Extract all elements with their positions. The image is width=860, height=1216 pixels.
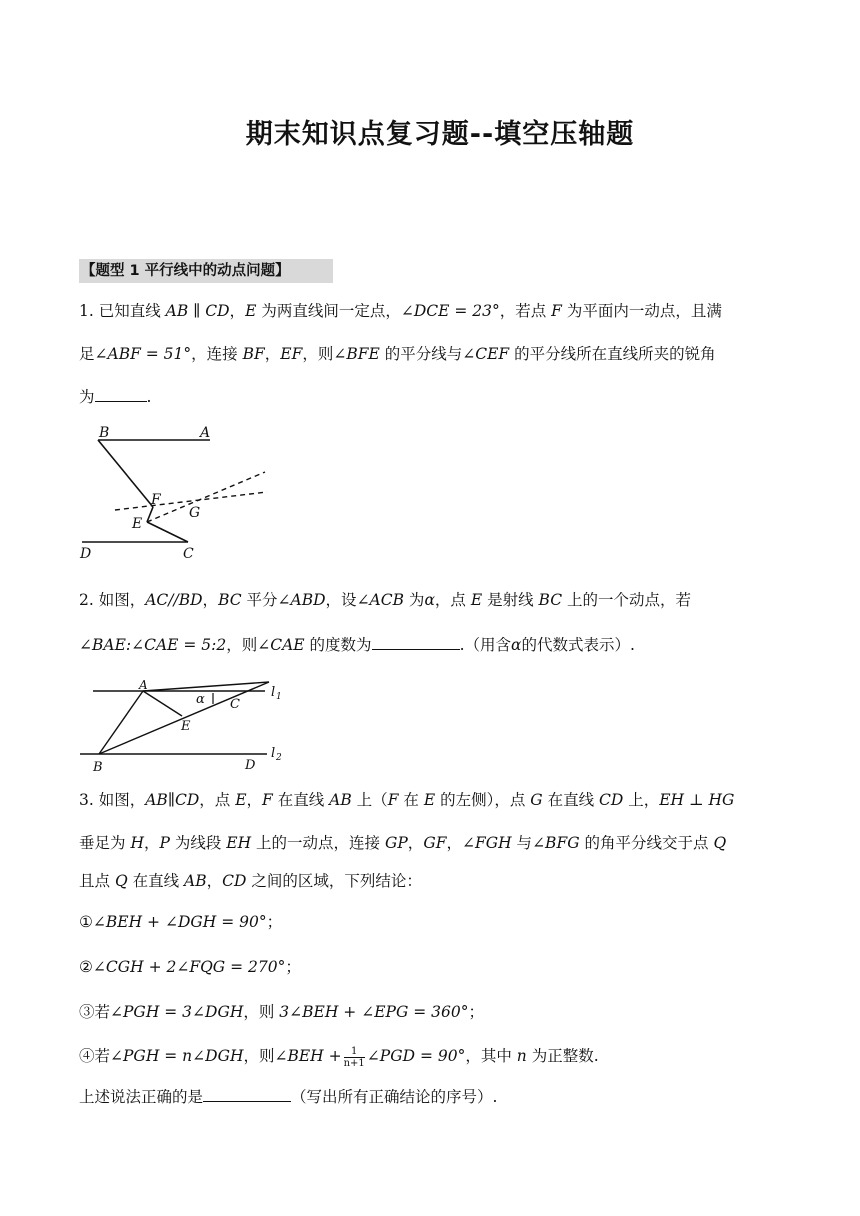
q2-figure [75,670,290,775]
q2-label-alpha: α [196,692,205,707]
answer-blank[interactable] [203,1087,291,1102]
fraction: $\frac{1}{n+1}$ [343,1045,365,1069]
page-title: 期末知识点复习题--填空压轴题 [245,119,635,150]
answer-blank[interactable] [372,635,460,650]
q1-label-C: C [183,546,194,562]
section-heading: 【题型 1 平行线中的动点问题】 [79,259,333,283]
q2-label-l1-sub: 1 [276,692,282,702]
q3-conclusion-2: ②∠CGH + 2∠FQG = 270°； [79,958,301,976]
q3-line-2: 垂足为 H，P 为线段 EH 上的一动点，连接 GP，GF，∠FGH 与∠BFG 的角平分线交于点 Q [79,834,727,852]
q1-label-B: B [99,425,110,441]
q2-label-B: B [93,760,103,775]
q1-label-A: A [200,425,211,441]
q2-line-1: 2. 如图，AC//BD，BC 平分∠ABD，设∠ACB 为α，点 E 是射线 BC 上的一个动点，若 [79,591,692,609]
q2-label-l2-sub: 2 [276,753,282,763]
q1-line-2: 足∠ABF = 51°，连接 BF，EF，则∠BFE 的平分线与∠CEF 的平分线所在直线所夹的锐角 [79,345,716,363]
q3-line-1: 3. 如图，AB∥CD，点 E，F 在直线 AB 上（F 在 E 的左侧），点 G 在直线 CD 上，EH ⊥ HG [79,791,735,809]
q3-conclusion-3: ③若∠PGH = 3∠DGH，则 3∠BEH + ∠EPG = 360°； [79,1003,485,1021]
q1-label-G: G [189,505,201,521]
q2-label-A: A [139,678,148,692]
q1-label-F: F [151,492,161,508]
q3-line-3: 且点 Q 在直线 AB，CD 之间的区域，下列结论： [79,872,422,890]
q2-label-E: E [181,719,191,734]
q1-line-3: 为 . [79,388,152,406]
q1-label-D: D [80,546,92,562]
answer-blank[interactable] [95,387,147,402]
q2-label-D: D [245,758,256,773]
q3-line-final: 上述说法正确的是 （写出所有正确结论的序号）. [79,1088,498,1106]
q1-line-1: 1. 已知直线 AB ∥ CD，E 为两直线间一定点，∠DCE = 23°，若点 F 为平面内一动点，且满 [79,302,722,320]
q2-label-l2: l [271,746,276,761]
q2-label-l1: l [271,685,276,700]
q3-conclusion-1: ①∠BEH + ∠DGH = 90°； [79,913,283,931]
q1-label-E: E [132,516,143,532]
q2-line-2: ∠BAE:∠CAE = 5:2，则∠CAE 的度数为 .（用含α的代数式表示）. [79,636,635,654]
q1-figure [75,420,275,565]
q3-conclusion-4: ④若∠PGH = n∠DGH，则∠BEH + $\frac{1}{n+1}$ ∠PGD = 90°，其中 n 为正整数. [79,1045,599,1069]
q2-label-C: C [230,697,240,712]
